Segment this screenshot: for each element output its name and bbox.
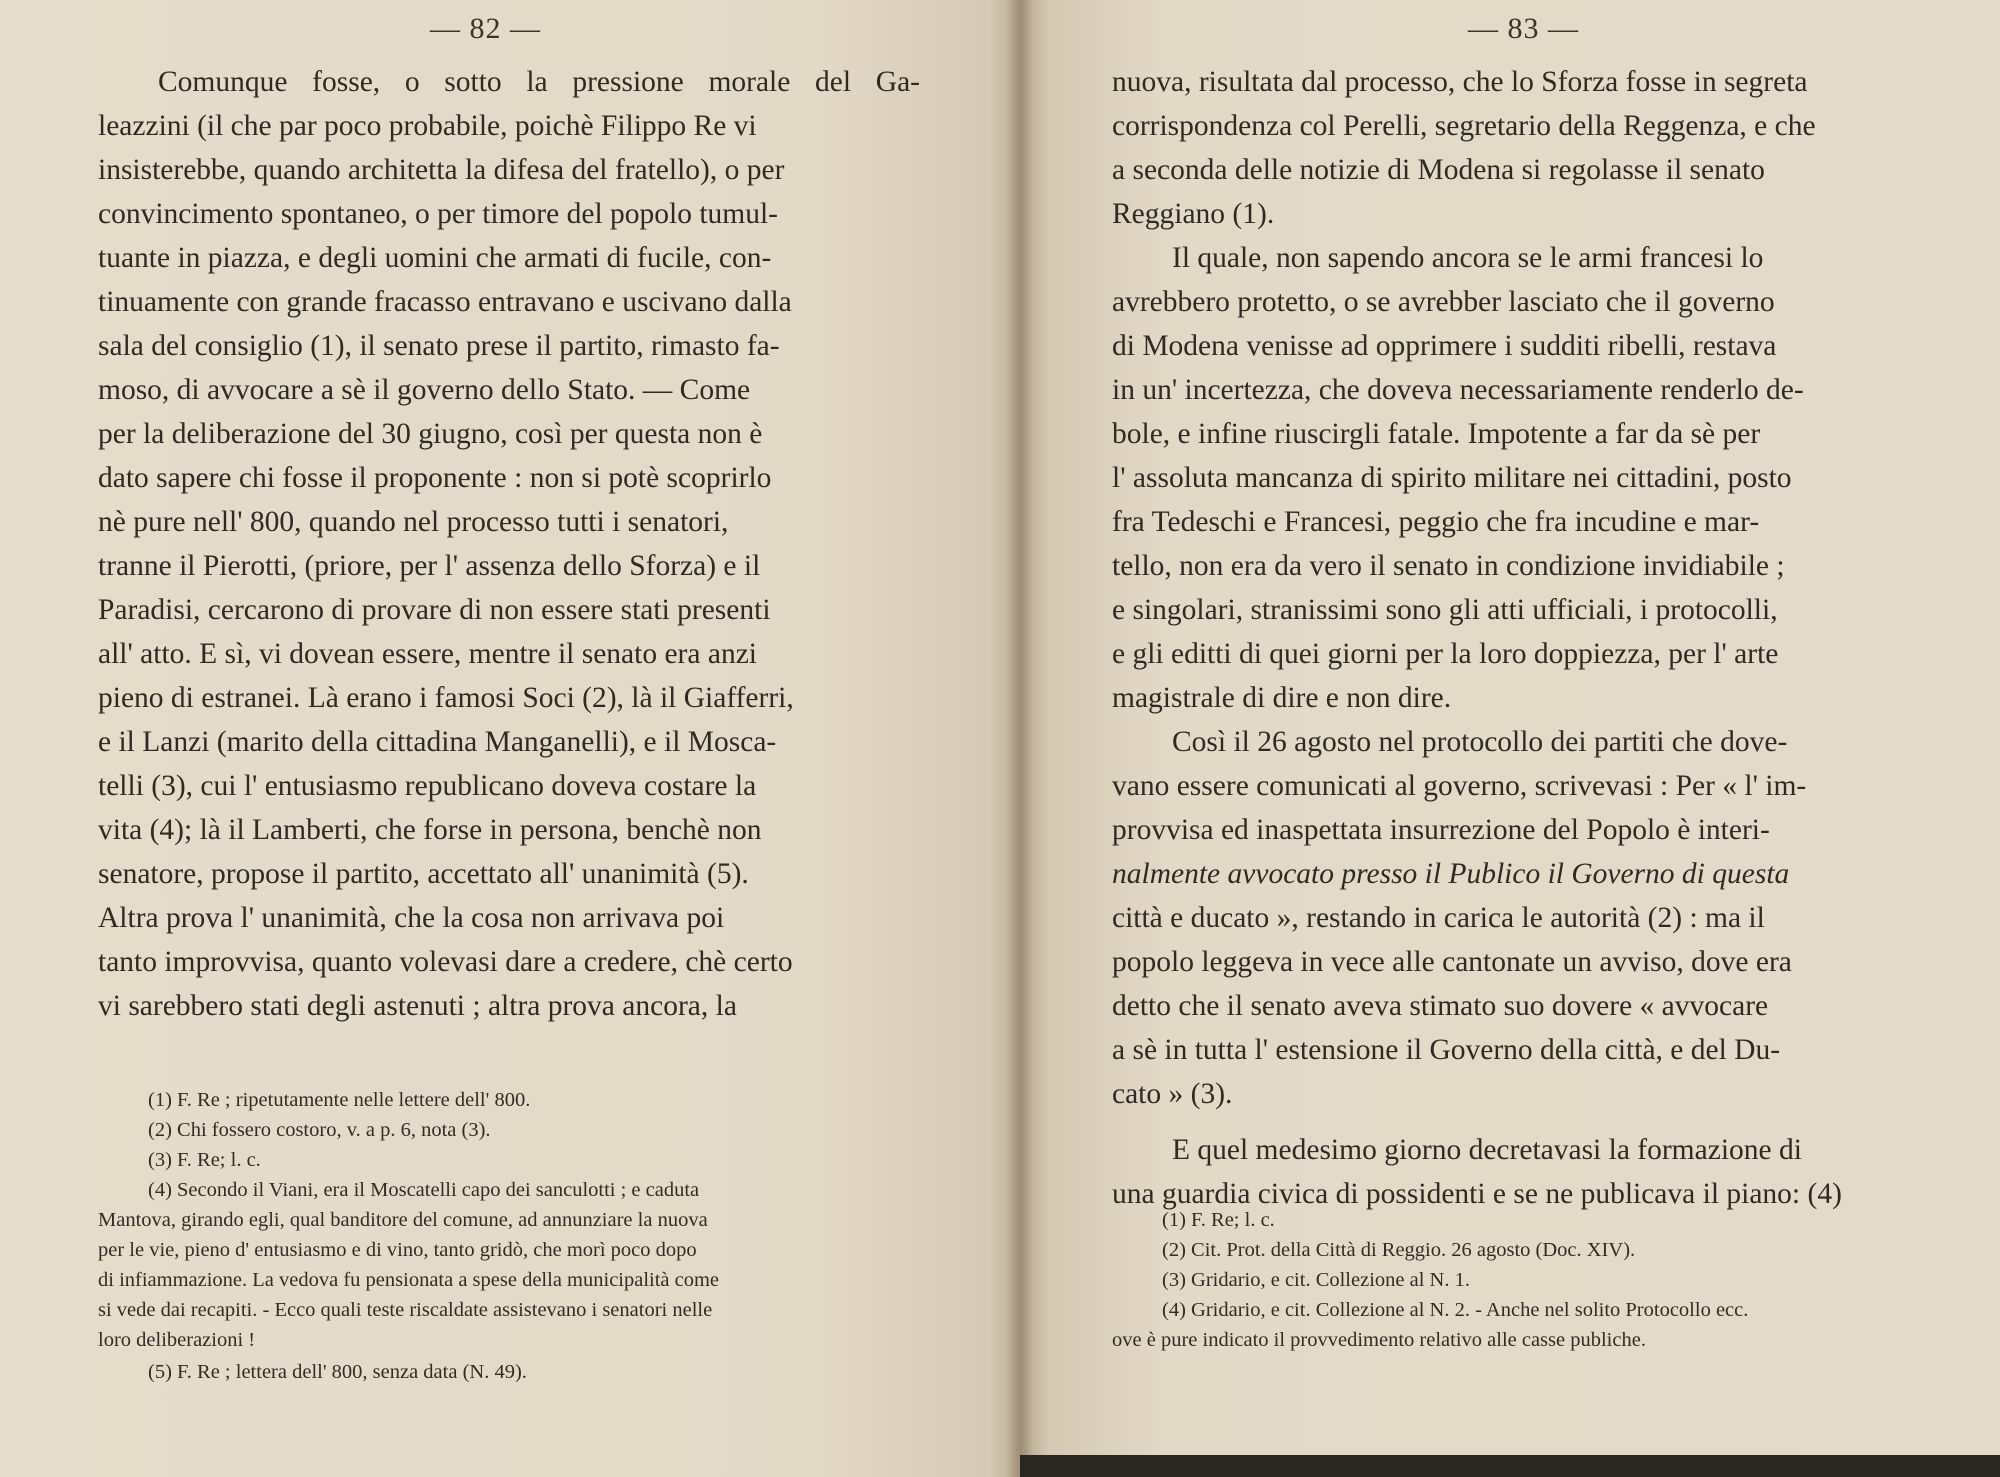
text-line: in un' incertezza, che doveva necessariamente renderlo de- [1112, 374, 1804, 406]
text-line: avrebbero protetto, o se avrebber lasciato che il governo [1112, 286, 1775, 318]
text-line: vano essere comunicati al governo, scrivevasi : Per « l' im- [1112, 770, 1807, 802]
text-line: l' assoluta mancanza di spirito militare nei cittadini, posto [1112, 462, 1792, 494]
book-gutter [1006, 0, 1034, 1477]
text-line: bole, e infine riuscirgli fatale. Impotente a far da sè per [1112, 418, 1761, 450]
text-line: vita (4); là il Lamberti, che forse in persona, benchè non [98, 814, 762, 846]
right-page-number: — 83 — [1468, 12, 1579, 45]
text-line: Altra prova l' unanimità, che la cosa non arrivava poi [98, 902, 725, 934]
text-line: nuova, risultata dal processo, che lo Sforza fosse in segreta [1112, 66, 1808, 98]
footnote: (1) F. Re ; ripetutamente nelle lettere dell' 800. [148, 1089, 531, 1111]
text-line: vi sarebbero stati degli astenuti ; altra prova ancora, la [98, 990, 737, 1022]
text-line: e il Lanzi (marito della cittadina Manganelli), e il Mosca- [98, 726, 777, 758]
text-line: Reggiano (1). [1112, 198, 1275, 230]
footnote: per le vie, pieno d' entusiasmo e di vino, tanto gridò, che morì poco dopo [98, 1239, 697, 1261]
footnote: ove è pure indicato il provvedimento relativo alle casse publiche. [1112, 1329, 1646, 1351]
text-line: telli (3), cui l' entusiasmo republicano doveva costare la [98, 770, 757, 802]
text-line: fra Tedeschi e Francesi, peggio che fra incudine e mar- [1112, 506, 1760, 538]
text-line: insisterebbe, quando architetta la difesa del fratello), o per [98, 154, 785, 186]
text-line: nè pure nell' 800, quando nel processo tutti i senatori, [98, 506, 729, 538]
footnote: (2) Cit. Prot. della Città di Reggio. 26 agosto (Doc. XIV). [1162, 1239, 1636, 1261]
text-line: Il quale, non sapendo ancora se le armi francesi lo [1172, 242, 1764, 274]
text-line: e singolari, stranissimi sono gli atti ufficiali, i protocolli, [1112, 594, 1778, 626]
footnote: Mantova, girando egli, qual banditore del comune, ad annunziare la nuova [98, 1209, 708, 1231]
footnote: si vede dai recapiti. - Ecco quali teste riscaldate assistevano i senatori nelle [98, 1299, 713, 1321]
text-line: Così il 26 agosto nel protocollo dei partiti che dove- [1172, 726, 1788, 758]
footnote: (3) Gridario, e cit. Collezione al N. 1. [1162, 1269, 1470, 1291]
text-line: magistrale di dire e non dire. [1112, 682, 1452, 714]
text-line: per la deliberazione del 30 giugno, così per questa non è [98, 418, 763, 450]
text-line: tello, non era da vero il senato in condizione invidiabile ; [1112, 550, 1785, 582]
text-line: dato sapere chi fosse il proponente : non si potè scoprirlo [98, 462, 772, 494]
footnote: (4) Gridario, e cit. Collezione al N. 2. - Anche nel solito Protocollo ecc. [1162, 1299, 1749, 1321]
text-line: moso, di avvocare a sè il governo dello Stato. — Come [98, 374, 751, 406]
text-line: Paradisi, cercarono di provare di non essere stati presenti [98, 594, 771, 626]
text-line: e gli editti di quei giorni per la loro doppiezza, per l' arte [1112, 638, 1779, 670]
text-line: senatore, propose il partito, accettato all' unanimità (5). [98, 858, 749, 890]
footnote: (4) Secondo il Viani, era il Moscatelli capo dei sanculotti ; e caduta [148, 1179, 700, 1201]
text-line: a seconda delle notizie di Modena si regolasse il senato [1112, 154, 1765, 186]
text-line: pieno di estranei. Là erano i famosi Soci (2), là il Giafferri, [98, 682, 794, 714]
footnote: di infiammazione. La vedova fu pensionata a spese della municipalità come [98, 1269, 720, 1291]
footnote: (1) F. Re; l. c. [1162, 1209, 1275, 1231]
text-line: tuante in piazza, e degli uomini che armati di fucile, con- [98, 242, 772, 274]
text-line: cato » (3). [1112, 1078, 1233, 1110]
text-line: città e ducato », restando in carica le autorità (2) : ma il [1112, 902, 1765, 934]
text-line: nalmente avvocato presso il Publico il Governo di questa [1112, 858, 1790, 890]
text-line: una guardia civica di possidenti e se ne publicava il piano: (4) [1112, 1178, 1842, 1210]
text-line: convincimento spontaneo, o per timore del popolo tumul- [98, 198, 778, 230]
text-line: detto che il senato aveva stimato suo dovere « avvocare [1112, 990, 1769, 1022]
text-line: all' atto. E sì, vi dovean essere, mentre il senato era anzi [98, 638, 757, 670]
text-line: leazzini (il che par poco probabile, poichè Filippo Re vi [98, 110, 757, 142]
page-bottom-edge [1020, 1455, 2000, 1477]
text-line: Comunque fosse, o sotto la pressione morale del Ga- [158, 66, 920, 98]
text-line: tanto improvvisa, quanto volevasi dare a credere, chè certo [98, 946, 793, 978]
right-page [1020, 0, 2000, 1477]
footnote: (5) F. Re ; lettera dell' 800, senza data (N. 49). [148, 1361, 527, 1383]
text-line: provvisa ed inaspettata insurrezione del Popolo è interi- [1112, 814, 1770, 846]
text-line: di Modena venisse ad opprimere i sudditi ribelli, restava [1112, 330, 1777, 362]
left-page-number: — 82 — [430, 12, 541, 45]
text-line: tranne il Pierotti, (priore, per l' assenza dello Sforza) e il [98, 550, 761, 582]
text-line: sala del consiglio (1), il senato prese il partito, rimasto fa- [98, 330, 780, 362]
text-line: a sè in tutta l' estensione il Governo della città, e del Du- [1112, 1034, 1781, 1066]
text-line: corrispondenza col Perelli, segretario della Reggenza, e che [1112, 110, 1816, 142]
footnote: (2) Chi fossero costoro, v. a p. 6, nota (3). [148, 1119, 491, 1141]
footnote: (3) F. Re; l. c. [148, 1149, 261, 1171]
text-line: popolo leggeva in vece alle cantonate un avviso, dove era [1112, 946, 1792, 978]
footnote: loro deliberazioni ! [98, 1329, 256, 1351]
text-line: tinuamente con grande fracasso entravano e uscivano dalla [98, 286, 792, 318]
text-line: E quel medesimo giorno decretavasi la formazione di [1172, 1134, 1802, 1166]
